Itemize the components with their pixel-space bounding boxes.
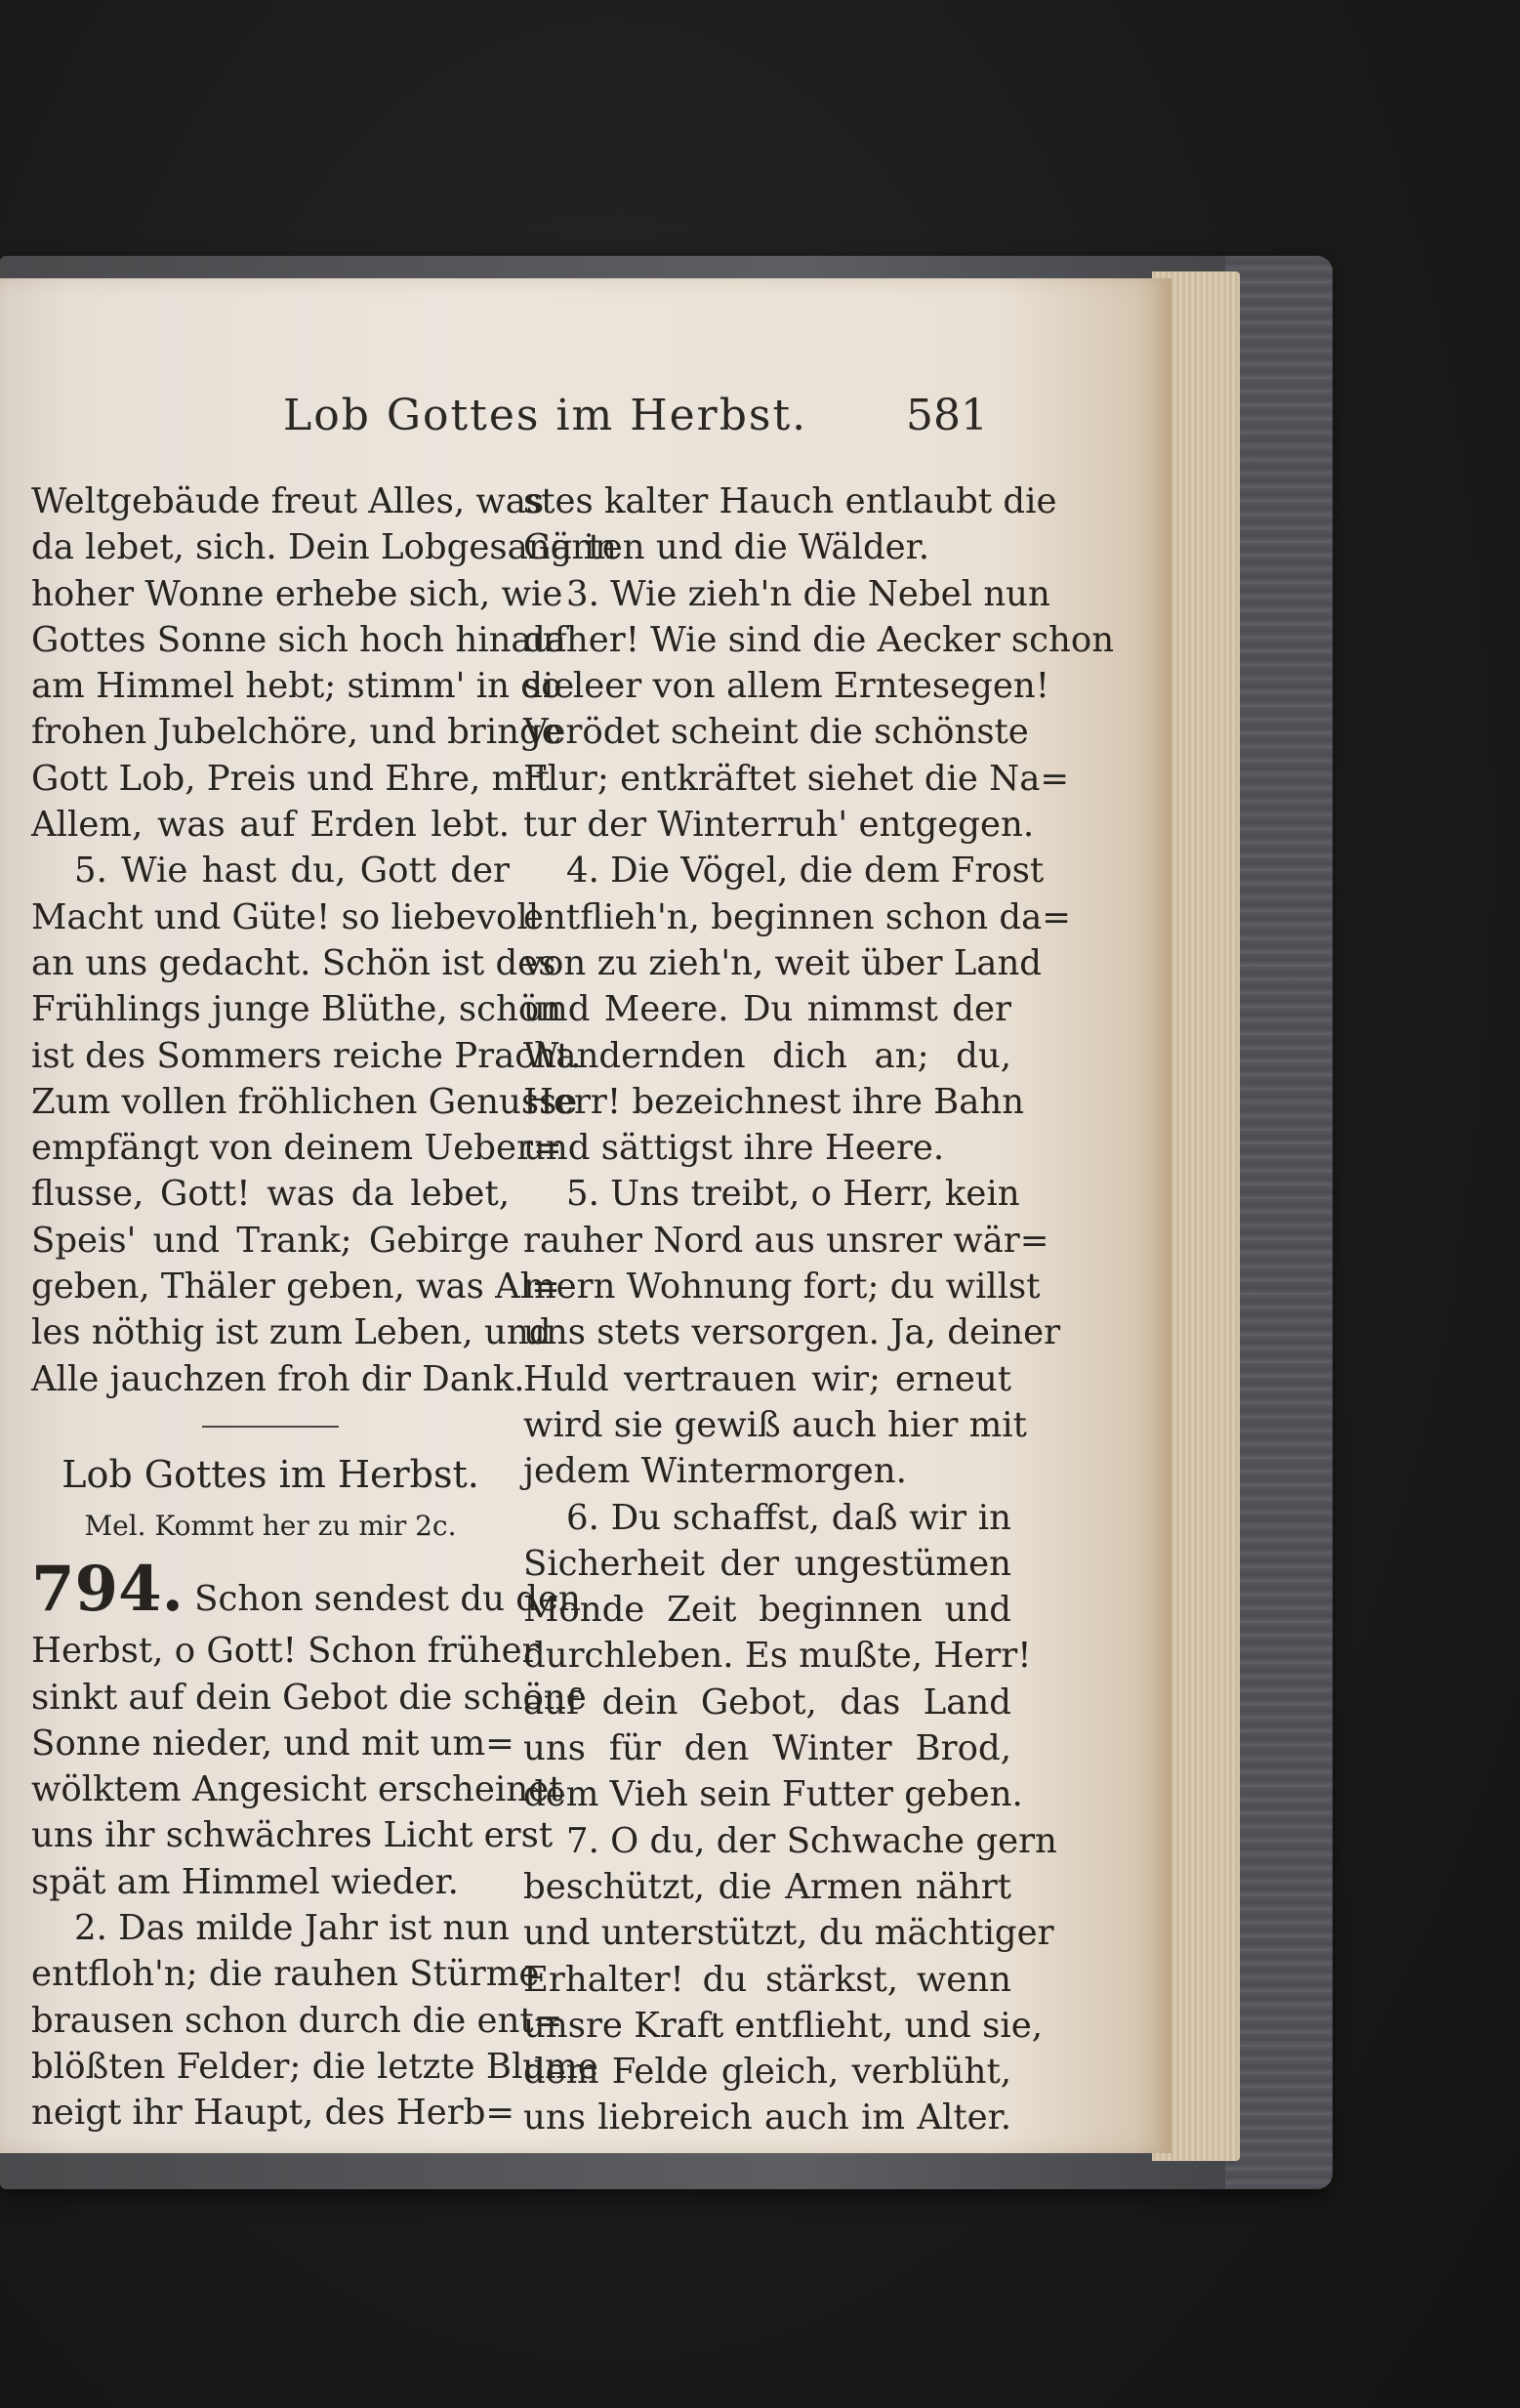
text-line: stes kalter Hauch entlaubt die bbox=[523, 481, 1057, 521]
text-line: 4. Die Vögel, die dem Frost bbox=[566, 851, 1045, 892]
text-line: und sättigst ihre Heere. bbox=[523, 1128, 945, 1169]
text-line: 7. O du, der Schwache gern bbox=[566, 1820, 1057, 1861]
text-line: entflieh'n, beginnen schon da= bbox=[523, 896, 1072, 937]
text-line: dem Felde gleich, verblüht, bbox=[523, 2052, 1011, 2093]
text-line: Zum vollen fröhlichen Genusse bbox=[31, 1081, 578, 1122]
text-line: Speis' und Trank; Gebirge bbox=[31, 1220, 510, 1261]
text-line: unsre Kraft entflieht, und sie, bbox=[523, 2005, 1044, 2046]
text-line: Frühlings junge Blüthe, schön bbox=[31, 989, 562, 1030]
text-line: Sonne nieder, und mit um= bbox=[31, 1723, 514, 1764]
text-line: Verödet scheint die schönste bbox=[523, 712, 1029, 753]
text-line: wird sie gewiß auch hier mit bbox=[523, 1404, 1027, 1445]
text-line: Flur; entkräftet siehet die Na= bbox=[523, 758, 1070, 799]
text-line: durchleben. Es mußte, Herr! bbox=[523, 1636, 1032, 1677]
text-line: Huld vertrauen wir; erneut bbox=[523, 1358, 1011, 1399]
text-line: blößten Felder; die letzte Blume bbox=[31, 2046, 598, 2087]
text-line: les nöthig ist zum Leben, und bbox=[31, 1312, 552, 1353]
text-line: ist des Sommers reiche Pracht. bbox=[31, 1035, 582, 1076]
text-line: mern Wohnung fort; du willst bbox=[523, 1266, 1041, 1308]
text-line: Herbst, o Gott! Schon früher bbox=[31, 1631, 539, 1672]
text-line: am Himmel hebt; stimm' in die bbox=[31, 666, 575, 707]
hymn-opening bbox=[31, 1552, 581, 1628]
text-line: uns für den Winter Brod, bbox=[523, 1728, 1011, 1769]
text-line: spät am Himmel wieder. bbox=[31, 1861, 459, 1902]
text-line: Alle jauchzen froh dir Dank. bbox=[31, 1358, 525, 1399]
text-line: uns ihr schwächres Licht erst bbox=[31, 1815, 554, 1856]
hymn-first-text: Schon sendest du den bbox=[194, 1579, 581, 1620]
text-line: brausen schon durch die ent= bbox=[31, 2000, 563, 2041]
right-column bbox=[523, 478, 1115, 2141]
text-line: wölktem Angesicht erscheinet bbox=[31, 1769, 563, 1810]
text-line: tur der Winterruh' entgegen. bbox=[523, 805, 1035, 846]
text-line: da lebet, sich. Dein Lobgesang in bbox=[31, 527, 617, 568]
text-line: uns stets versorgen. Ja, deiner bbox=[523, 1312, 1061, 1353]
book-cover-edge bbox=[1225, 256, 1333, 2189]
text-line: frohen Jubelchöre, und bringe bbox=[31, 712, 562, 753]
section-title: Lob Gottes im Herbst. bbox=[62, 1453, 479, 1497]
text-line: auf dein Gebot, das Land bbox=[523, 1681, 1011, 1723]
text-line: Gärten und die Wälder. bbox=[523, 527, 930, 568]
text-line: Gottes Sonne sich hoch hinauf bbox=[31, 619, 567, 660]
text-line: Gott Lob, Preis und Ehre, mit bbox=[31, 758, 550, 799]
text-line: uns liebreich auch im Alter. bbox=[523, 2097, 1011, 2138]
text-line: Wandernden dich an; du, bbox=[523, 1035, 1011, 1076]
text-line: so leer von allem Erntesegen! bbox=[523, 666, 1050, 707]
text-line: 2. Das milde Jahr ist nun bbox=[74, 1908, 510, 1949]
text-line: entfloh'n; die rauhen Stürme bbox=[31, 1954, 540, 1995]
text-line: sinkt auf dein Gebot die schöne bbox=[31, 1677, 587, 1718]
text-line: jedem Wintermorgen. bbox=[523, 1451, 907, 1492]
text-line: von zu zieh'n, weit über Land bbox=[523, 942, 1043, 983]
text-line: 3. Wie zieh'n die Nebel nun bbox=[566, 573, 1050, 614]
hymn-number: 794. bbox=[31, 1553, 184, 1627]
text-line: Herr! bezeichnest ihre Bahn bbox=[523, 1081, 1025, 1122]
text-line: 5. Wie hast du, Gott der bbox=[74, 851, 510, 892]
page-header bbox=[0, 391, 1171, 449]
text-line: Macht und Güte! so liebevoll bbox=[31, 896, 540, 937]
text-line: Weltgebäude freut Alles, was bbox=[31, 481, 545, 521]
text-line: daher! Wie sind die Aecker schon bbox=[523, 619, 1115, 660]
text-line: neigt ihr Haupt, des Herb= bbox=[31, 2093, 515, 2134]
text-line: Sicherheit der ungestümen bbox=[523, 1543, 1011, 1584]
text-line: 5. Uns treibt, o Herr, kein bbox=[566, 1174, 1020, 1215]
text-line: rauher Nord aus unsrer wär= bbox=[523, 1220, 1049, 1261]
text-line: Monde Zeit beginnen und bbox=[523, 1590, 1011, 1631]
page-number: 581 bbox=[906, 391, 988, 440]
running-title: Lob Gottes im Herbst. bbox=[283, 391, 808, 440]
text-line: empfängt von deinem Ueber= bbox=[31, 1128, 562, 1169]
section-divider bbox=[31, 1402, 510, 1448]
text-line: hoher Wonne erhebe sich, wie bbox=[31, 573, 563, 614]
left-column bbox=[31, 478, 617, 2137]
text-line: beschützt, die Armen nährt bbox=[523, 1866, 1011, 1907]
text-line: an uns gedacht. Schön ist des bbox=[31, 942, 556, 983]
text-line: Allem, was auf Erden lebt. bbox=[31, 805, 510, 846]
melody-reference: Mel. Kommt her zu mir 2c. bbox=[84, 1510, 457, 1543]
text-line: und Meere. Du nimmst der bbox=[523, 989, 1011, 1030]
text-line: 6. Du schaffst, daß wir in bbox=[566, 1497, 1011, 1538]
text-line: und unterstützt, du mächtiger bbox=[523, 1913, 1054, 1954]
text-line: Erhalter! du stärkst, wenn bbox=[523, 1959, 1011, 2000]
text-line: geben, Thäler geben, was Al= bbox=[31, 1266, 560, 1308]
text-line: dem Vieh sein Futter geben. bbox=[523, 1774, 1023, 1815]
text-line: flusse, Gott! was da lebet, bbox=[31, 1174, 510, 1215]
